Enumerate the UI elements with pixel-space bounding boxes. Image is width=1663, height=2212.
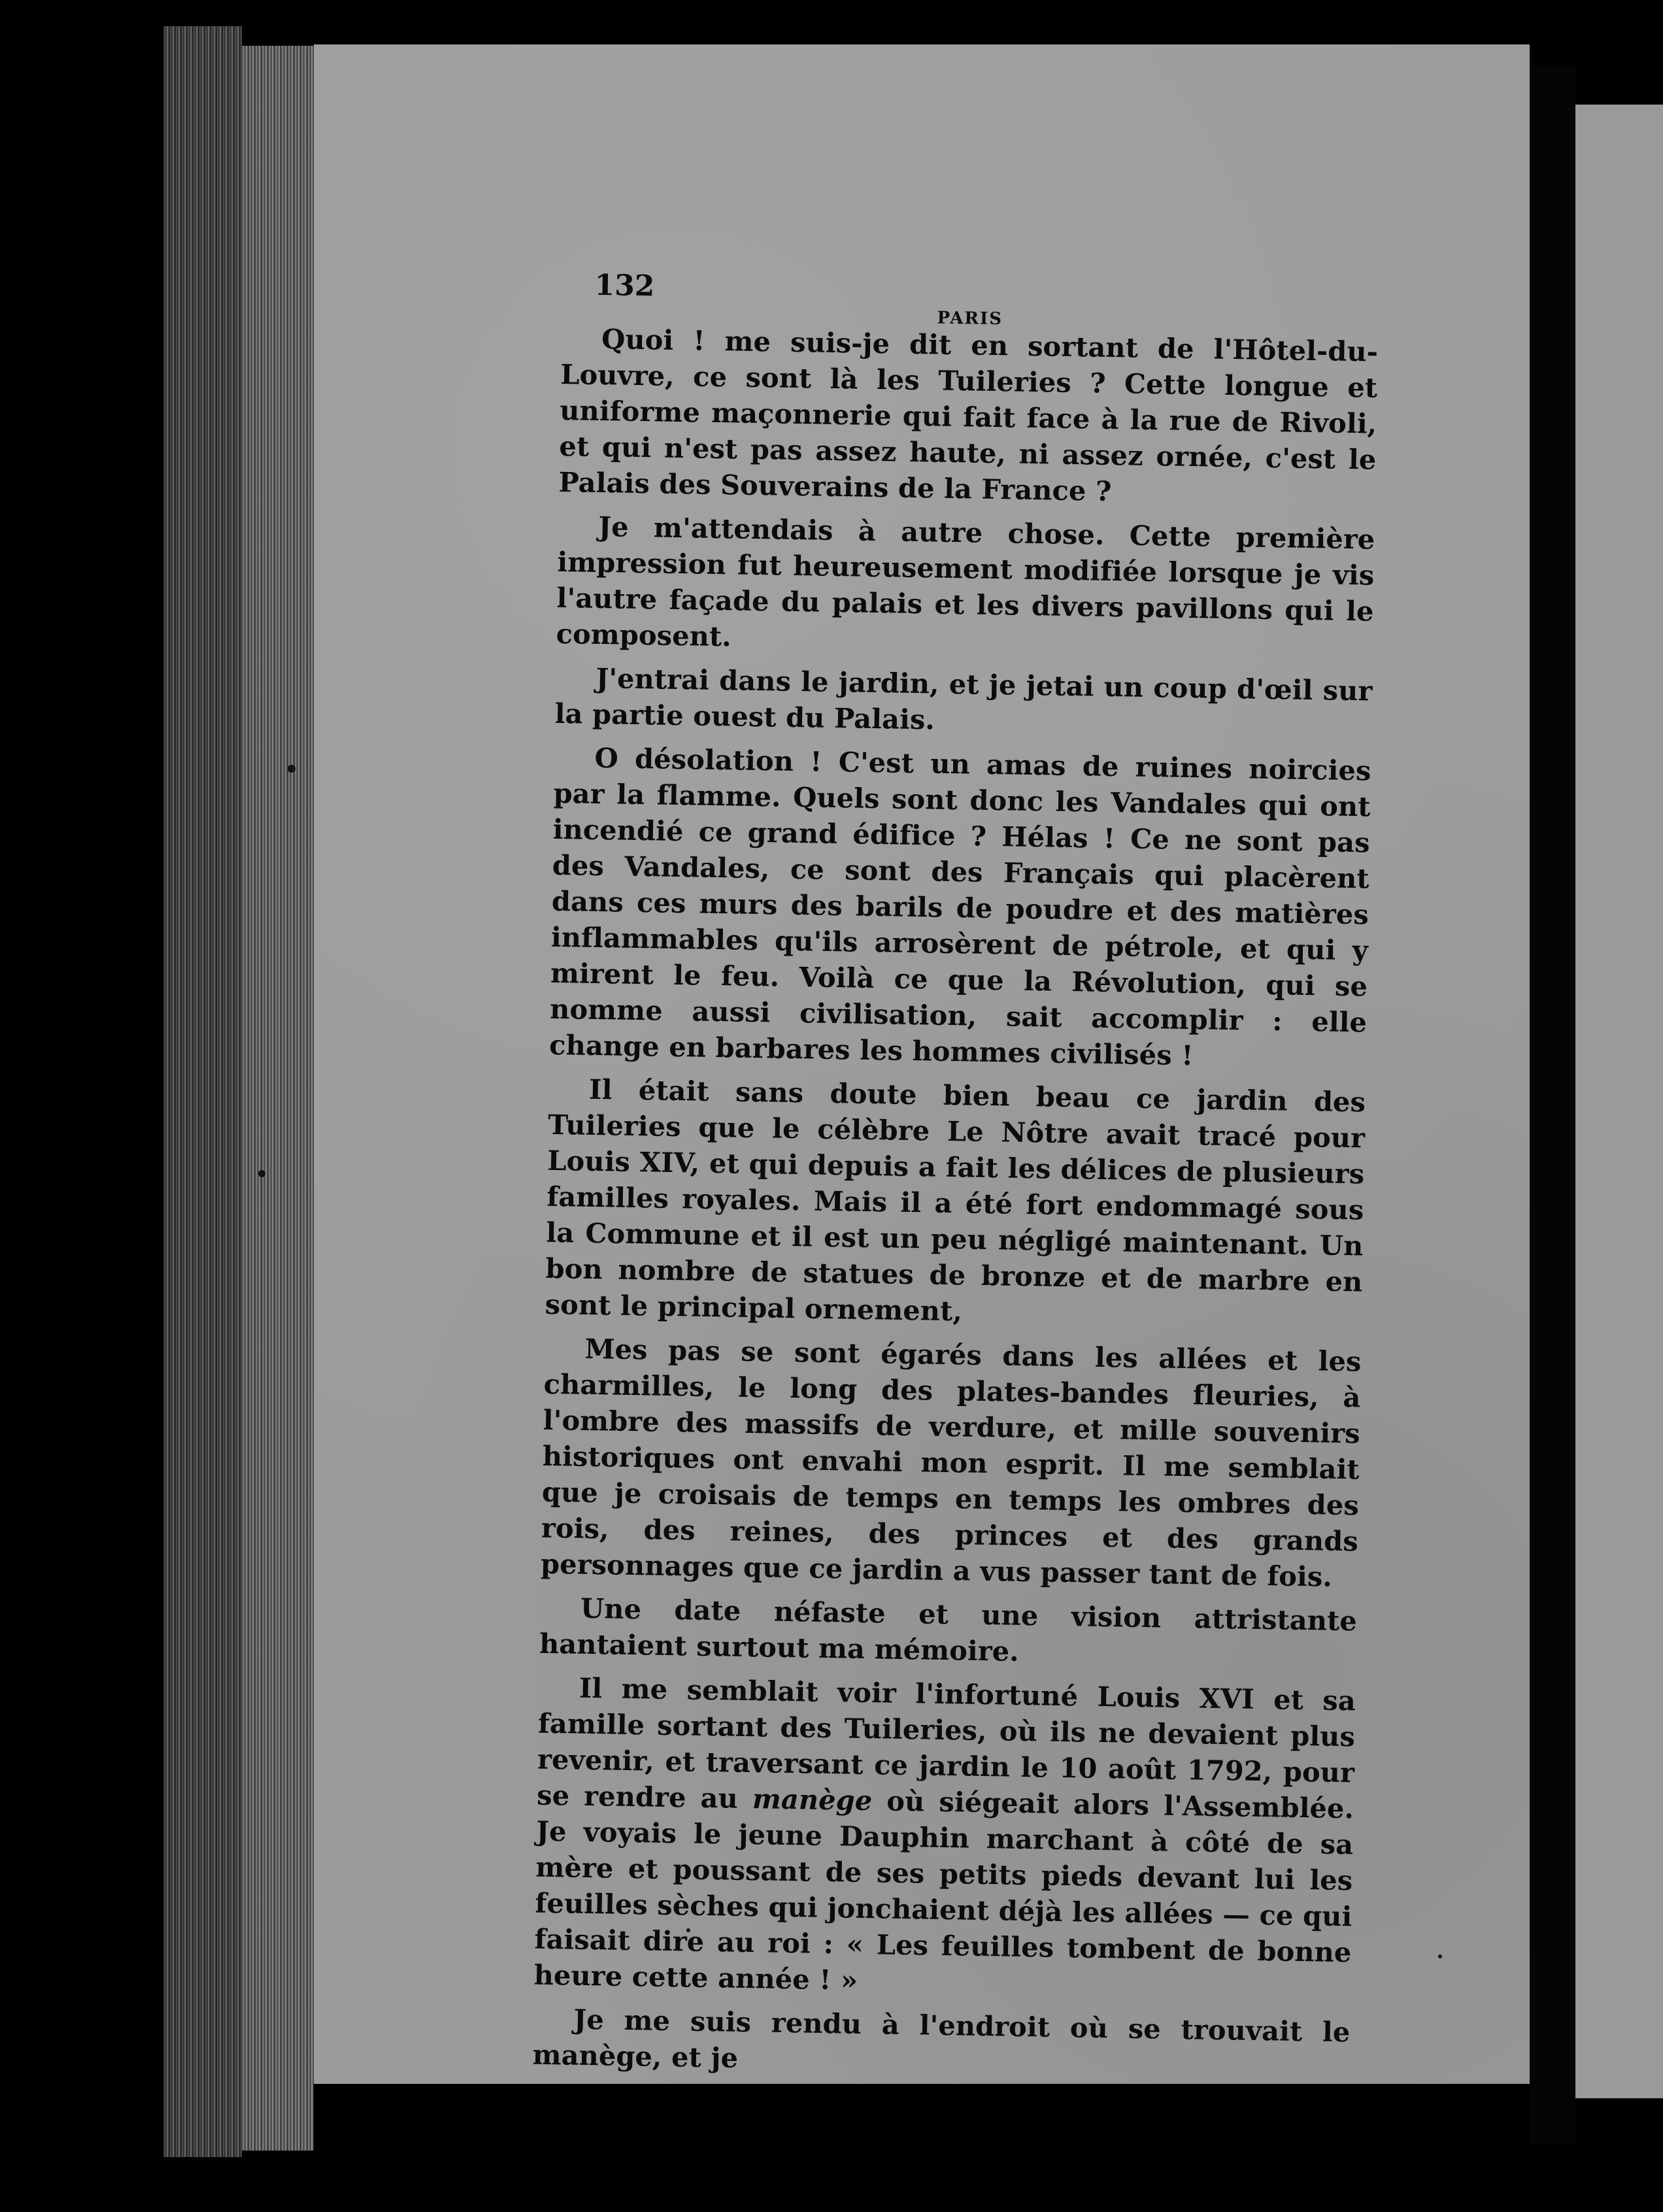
dust-speck — [1438, 1954, 1442, 1958]
page-gutter — [1530, 65, 1575, 2144]
text-block — [532, 268, 1379, 2094]
page-number: 132 — [594, 268, 655, 303]
paragraph: Il était sans doute bien beau ce jardin des Tuileries que le célèbre Le Nôtre avait tracé pour Louis XIV, et qui depuis a fait les délices de plusieurs familles royales. Mais il a été fort endommagé sous la Commune et il est un peu négligé maintenant. Un bon nombre de statues de bronze et de marbre en sont le principal ornement, — [545, 1073, 1366, 1328]
paragraph: Mes pas se sont égarés dans les allées et les charmilles, le long des plates-bandes fleuries, à l'ombre des massifs de verdure, et mille souvenirs historiques ont envahi mon esprit. Il me semblait que je croisais de temps en temps les ombres des rois, des reines, des princes et des grands personnages que ce jardin a vus passer tant de fois. — [540, 1332, 1362, 1593]
paragraph: Je me suis rendu à l'endroit où se trouvait le manège, et je — [532, 2003, 1351, 2074]
paragraph-text-after-italic: où siégeait alors l'Assemblée. Je voyais le jeune Dauphin marchant à côté de sa mère et poussant de ses petits pieds devant lui les feuilles sèches qui jonchaient déjà les allées — ce qui faisait dire au roi : « Les feuilles tombent de bonne heure cette année ! » — [533, 1785, 1354, 1996]
running-head: PARIS — [937, 308, 1003, 329]
paragraph: Je m'attendais à autre chose. Cette première impression fut heureusement modifiée lorsque je vis l'autre façade du palais et les divers pavillons qui le composent. — [556, 510, 1375, 653]
paragraph-with-italic — [533, 1669, 1356, 2007]
paragraph: Quoi ! me suis-je dit en sortant de l'Hôtel-du-Louvre, ce sont là les Tuileries ? Cette longue et uniforme maçonnerie qui fait face à la rue de Rivoli, et qui n'est pas assez haute, ni assez ornée, c'est le Palais des Souverains de la France ? — [558, 323, 1379, 507]
dust-speck — [258, 1170, 265, 1177]
paragraph: Une date néfaste et une vision attristante hantaient surtout ma mémoire. — [539, 1592, 1358, 1667]
dust-speck — [288, 765, 295, 773]
book-edge-outer — [163, 26, 242, 2157]
paragraph: O désolation ! C'est un amas de ruines noircies par la flamme. Quels sont donc les Vandales qui ont incendié ce grand édifice ? Hélas ! Ce ne sont pas des Vandales, ce sont des Français qui placèrent dans ces murs des barils de poudre et des matières inflammables qu'ils arrosèrent de pétrole, et qui y mirent le feu. Voilà ce que la Révolution, qui se nomme aussi civilisation, sait accomplir : elle change en barbares les hommes civilisés ! — [548, 741, 1371, 1072]
italic-word: manège — [752, 1783, 873, 1817]
book-edge-inner — [242, 46, 314, 2151]
facing-page-edge — [1575, 105, 1663, 2098]
paragraph: J'entrai dans le jardin, et je jetai un coup d'œil sur la partie ouest du Palais. — [554, 662, 1373, 736]
paragraph-text-before-italic: Il me semblait voir l'infortuné Louis XVI et sa famille sortant des Tuileries, où ils ne devaient plus revenir, et traversant ce jardin le 10 août 1792, pour se rendre au — [536, 1671, 1356, 1815]
